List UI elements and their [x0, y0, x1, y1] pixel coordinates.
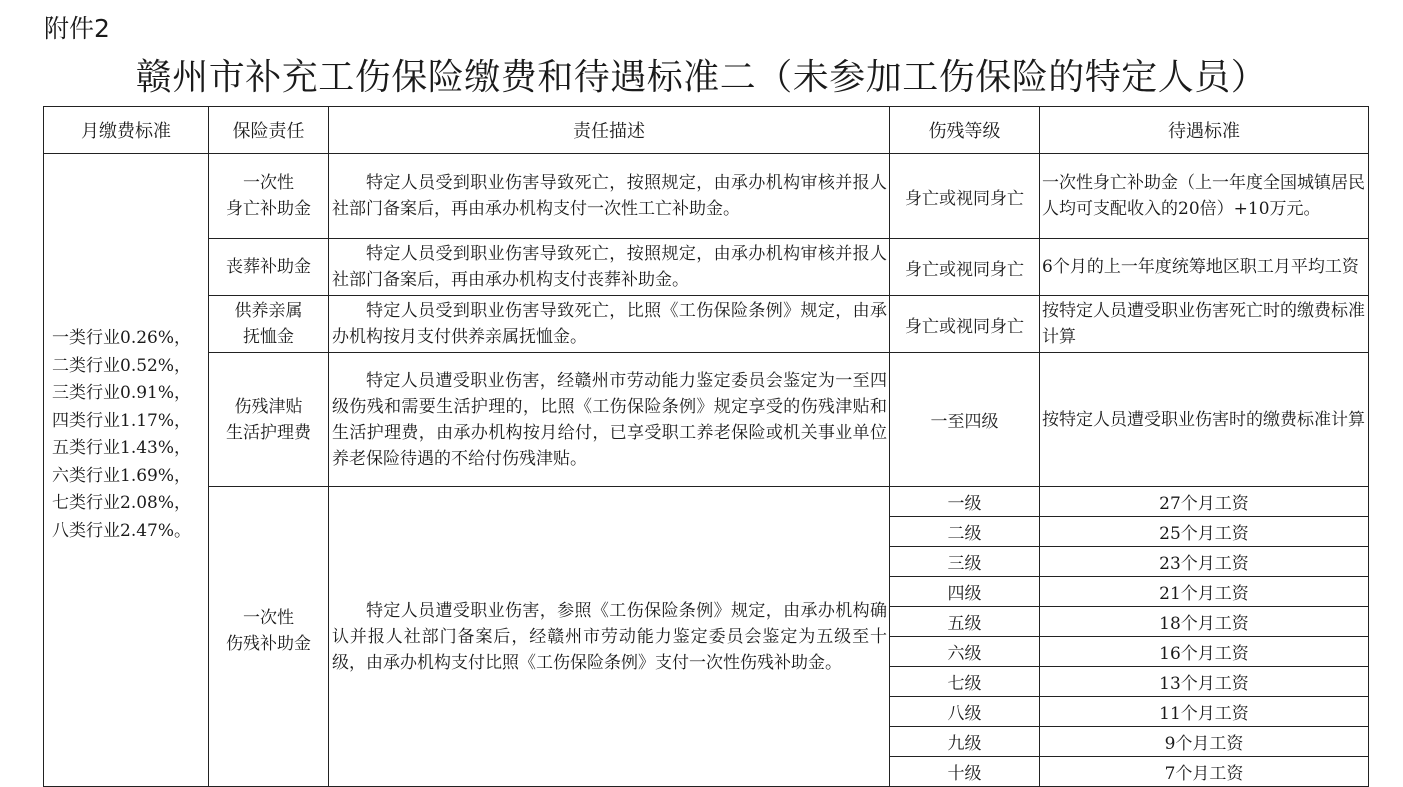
disability-grade: 七级	[890, 667, 1040, 697]
header-liability-description: 责任描述	[329, 107, 890, 154]
benefit-standard: 按特定人员遭受职业伤害死亡时的缴费标准计算	[1040, 296, 1369, 353]
liability-name	[209, 154, 329, 239]
benefit-standard: 13个月工资	[1040, 667, 1369, 697]
rate-item: 三类行业0.91%，	[52, 383, 192, 403]
rate-item: 七类行业2.08%，	[52, 493, 192, 513]
liability-name-line: 一次性	[243, 173, 294, 193]
rate-item: 五类行业1.43%，	[52, 438, 192, 458]
monthly-rate-cell	[44, 154, 209, 787]
rate-item: 四类行业1.17%，	[52, 410, 192, 431]
document-title: 赣州市补充工伤保险缴费和待遇标准二（未参加工伤保险的特定人员）	[135, 57, 1268, 98]
liability-description: 特定人员受到职业伤害导致死亡，按照规定，由承办机构审核并报人社部门备案后，再由承办机构支付丧葬补助金。	[329, 239, 890, 296]
disability-grade: 身亡或视同身亡	[890, 154, 1040, 239]
benefit-standard: 6个月的上一年度统筹地区职工月平均工资	[1040, 239, 1369, 296]
table-row	[44, 239, 1369, 296]
header-disability-grade: 伤残等级	[890, 107, 1040, 154]
benefit-standard: 9个月工资	[1040, 727, 1369, 757]
benefit-standard: 11个月工资	[1040, 697, 1369, 727]
rate-item: 八类行业2.47%。	[52, 520, 192, 541]
header-insurance-liability: 保险责任	[209, 107, 329, 154]
disability-grade: 九级	[890, 727, 1040, 757]
disability-grade: 八级	[890, 697, 1040, 727]
liability-name-line: 一次性	[243, 607, 294, 628]
table-row	[44, 487, 1369, 517]
table-row	[44, 353, 1369, 487]
liability-name-line: 抚恤金	[243, 327, 294, 347]
disability-grade: 二级	[890, 517, 1040, 547]
benefit-standard: 27个月工资	[1040, 487, 1369, 517]
standards-table	[43, 106, 1369, 787]
disability-grade: 三级	[890, 547, 1040, 577]
benefit-standard: 按特定人员遭受职业伤害时的缴费标准计算	[1040, 353, 1369, 487]
liability-name	[209, 487, 329, 787]
rate-item: 二类行业0.52%，	[52, 355, 192, 376]
benefit-standard: 一次性身亡补助金（上一年度全国城镇居民人均可支配收入的20倍）+10万元。	[1040, 154, 1369, 239]
liability-description: 特定人员遭受职业伤害，经赣州市劳动能力鉴定委员会鉴定为一至四级伤残和需要生活护理的，比照《工伤保险条例》规定享受的伤残津贴和生活护理费，由承办机构按月给付，已享受职工养老保险或机关事业单位养老保险待遇的不给付伤残津贴。	[329, 353, 890, 487]
rate-list	[44, 325, 208, 545]
liability-name-line: 身亡补助金	[226, 199, 311, 219]
table-row	[44, 296, 1369, 353]
disability-grade: 一至四级	[890, 353, 1040, 487]
disability-grade: 十级	[890, 757, 1040, 787]
liability-name	[209, 239, 329, 296]
liability-description: 特定人员受到职业伤害导致死亡，按照规定，由承办机构审核并报人社部门备案后，再由承办机构支付一次性工亡补助金。	[329, 154, 890, 239]
liability-name	[209, 353, 329, 487]
benefit-standard: 16个月工资	[1040, 637, 1369, 667]
header-monthly-rate: 月缴费标准	[44, 107, 209, 154]
disability-grade: 五级	[890, 607, 1040, 637]
liability-name-line: 生活护理费	[226, 422, 311, 443]
liability-name-line: 供养亲属	[234, 301, 303, 321]
disability-grade: 四级	[890, 577, 1040, 607]
liability-description: 特定人员受到职业伤害导致死亡，比照《工伤保险条例》规定，由承办机构按月支付供养亲属抚恤金。	[329, 296, 890, 353]
benefit-standard: 18个月工资	[1040, 607, 1369, 637]
table-row	[44, 154, 1369, 239]
disability-grade: 身亡或视同身亡	[890, 239, 1040, 296]
attachment-label: 附件2	[44, 14, 110, 43]
benefit-standard: 7个月工资	[1040, 757, 1369, 787]
liability-name-line: 丧葬补助金	[226, 257, 311, 277]
liability-name	[209, 296, 329, 353]
header-benefit-standard: 待遇标准	[1040, 107, 1369, 154]
rate-item: 六类行业1.69%，	[52, 465, 192, 486]
rate-item: 一类行业0.26%，	[52, 328, 192, 348]
disability-grade: 一级	[890, 487, 1040, 517]
benefit-standard: 25个月工资	[1040, 517, 1369, 547]
disability-grade: 身亡或视同身亡	[890, 296, 1040, 353]
header-row	[44, 107, 1369, 154]
liability-name-line: 伤残补助金	[226, 633, 311, 654]
benefit-standard: 21个月工资	[1040, 577, 1369, 607]
benefit-standard: 23个月工资	[1040, 547, 1369, 577]
liability-name-line: 伤残津贴	[234, 396, 303, 417]
disability-grade: 六级	[890, 637, 1040, 667]
liability-description: 特定人员遭受职业伤害，参照《工伤保险条例》规定，由承办机构确认并报人社部门备案后，经赣州市劳动能力鉴定委员会鉴定为五级至十级，由承办机构支付比照《工伤保险条例》支付一次性伤残补助金。	[329, 487, 890, 787]
